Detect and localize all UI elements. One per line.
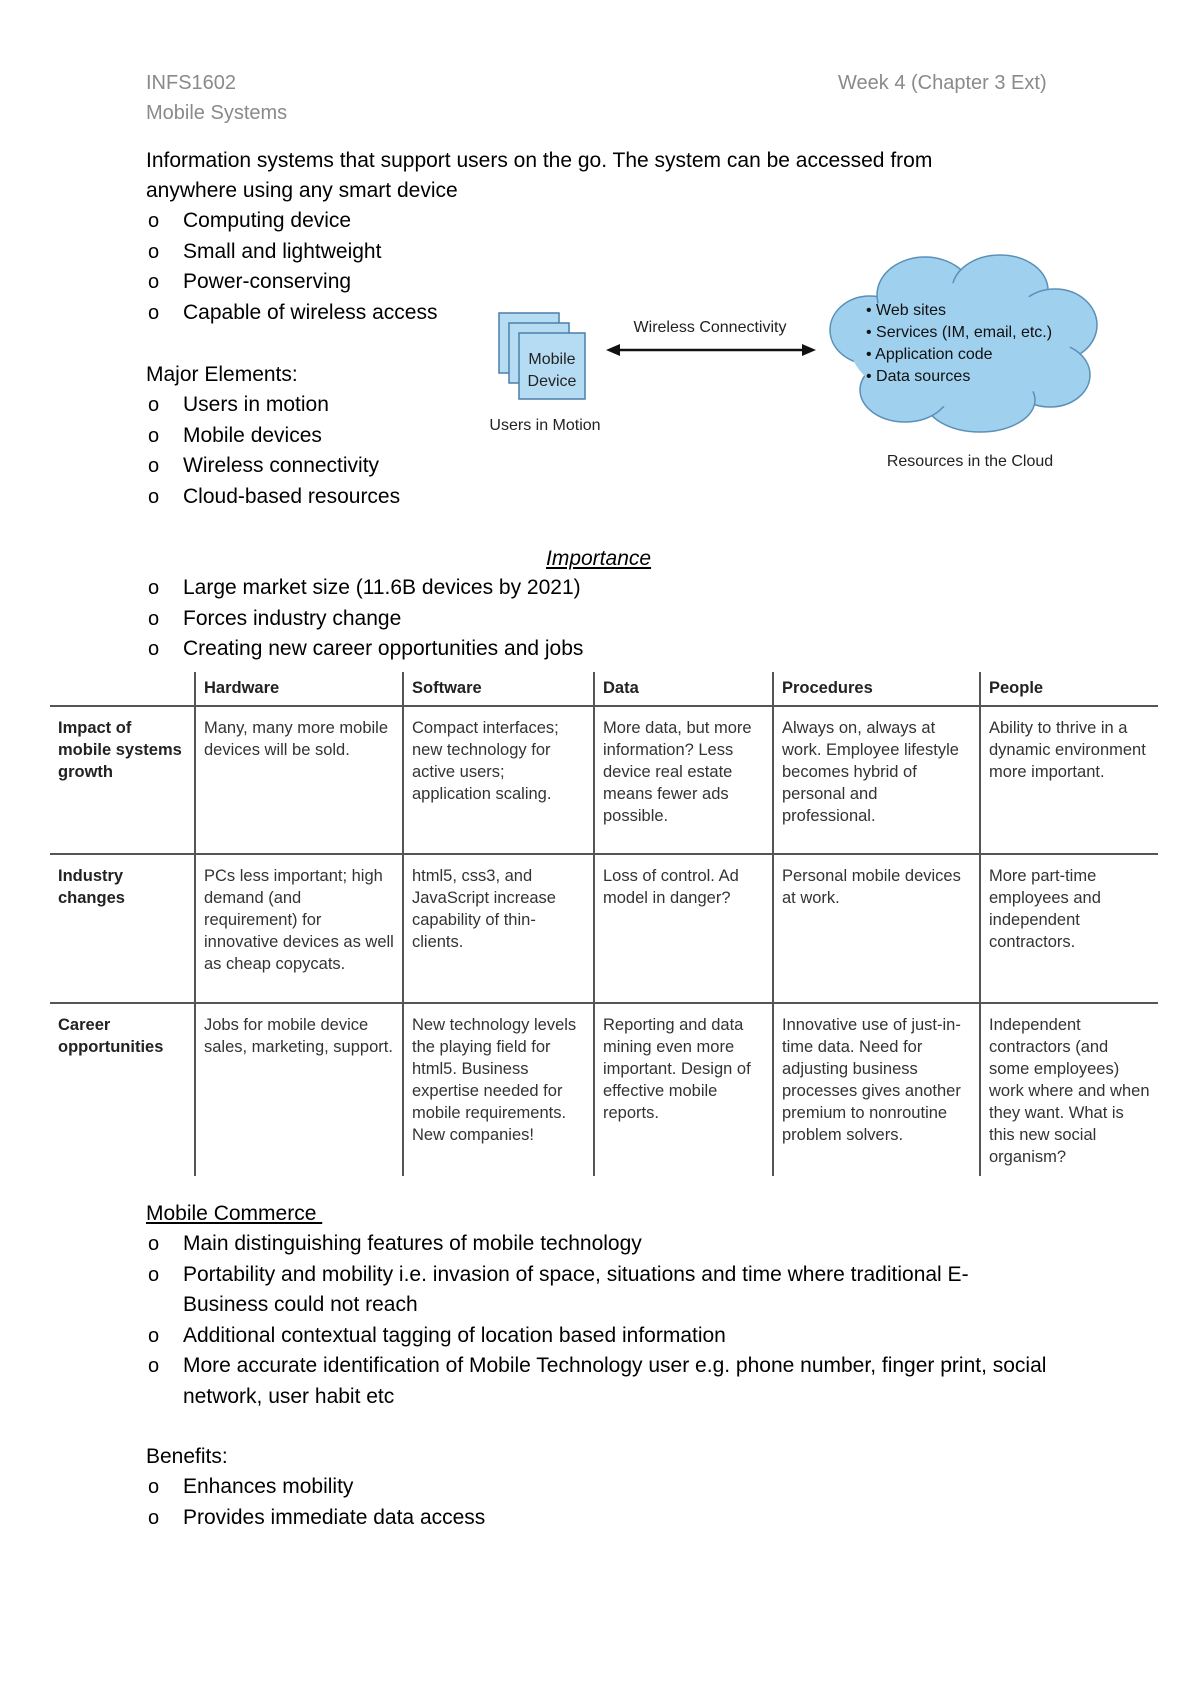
intro-line-1: Information systems that support users on the go. The system can be accessed from bbox=[146, 149, 933, 172]
table-cell: Innovative use of just-in-time data. Need for adjusting business processes gives another premium to nonroutine problem solvers. bbox=[773, 1003, 980, 1176]
importance-title: Importance bbox=[546, 547, 652, 570]
list-item: o Forces industry change bbox=[148, 606, 402, 630]
table-header: Procedures bbox=[773, 672, 980, 706]
week-label: Week 4 (Chapter 3 Ext) bbox=[838, 72, 1047, 94]
list-item: o Additional contextual tagging of location based information bbox=[148, 1323, 726, 1347]
table-cell: Personal mobile devices at work. bbox=[773, 854, 980, 1003]
table-cell: PCs less important; high demand (and requirement) for innovative devices as well as cheap copycats. bbox=[195, 854, 403, 1003]
list-item: o Provides immediate data access bbox=[148, 1505, 486, 1529]
importance-section bbox=[146, 573, 1046, 665]
row-label: Industry changes bbox=[50, 854, 195, 1003]
table-cell: html5, css3, and JavaScript increase capability of thin-clients. bbox=[403, 854, 594, 1003]
table-header-row bbox=[50, 672, 1158, 706]
cloud-icon bbox=[830, 255, 1097, 432]
bullet-glyph: o bbox=[148, 210, 160, 232]
table-cell: Jobs for mobile device sales, marketing, support. bbox=[195, 1003, 403, 1176]
benefits-title: Benefits: bbox=[146, 1445, 228, 1468]
bullet-glyph: o bbox=[148, 271, 160, 293]
table-header: Data bbox=[594, 672, 773, 706]
major-elements-section bbox=[146, 360, 466, 512]
importance-list bbox=[146, 573, 1046, 665]
list-item: o Enhances mobility bbox=[148, 1475, 354, 1498]
list-item: o Computing device bbox=[146, 206, 1046, 237]
major-elements-list bbox=[146, 390, 466, 512]
table-cell: Reporting and data mining even more important. Design of effective mobile reports. bbox=[594, 1003, 773, 1176]
diagram-svg bbox=[470, 235, 1110, 475]
list-item: o Power-conserving bbox=[146, 267, 1046, 298]
mobile-commerce-list bbox=[146, 1229, 1066, 1412]
table-row bbox=[50, 706, 1158, 854]
cloud-item: • Web sites bbox=[866, 302, 946, 319]
topic-title: Mobile Systems bbox=[146, 102, 288, 124]
list-item: o Users in motion bbox=[148, 393, 329, 416]
benefits-list bbox=[146, 1472, 746, 1533]
list-item: o Main distinguishing features of mobile technology bbox=[148, 1232, 642, 1255]
table-row bbox=[50, 1003, 1158, 1176]
wireless-connectivity-label: Wireless Connectivity bbox=[633, 319, 787, 336]
list-item: o Mobile devices bbox=[148, 423, 322, 447]
cloud-item: • Services (IM, email, etc.) bbox=[866, 324, 1053, 341]
list-item: o Creating new career opportunities and jobs bbox=[148, 637, 584, 660]
users-in-motion-caption: Users in Motion bbox=[489, 417, 601, 434]
intro-line-2: anywhere using any smart device bbox=[146, 179, 458, 202]
major-elements-title: Major Elements: bbox=[146, 363, 298, 386]
table-cell: Compact interfaces; new technology for active users; application scaling. bbox=[403, 706, 594, 854]
list-item: o Small and lightweight bbox=[146, 237, 1046, 268]
list-item: o Portability and mobility i.e. invasion of space, situations and time where traditional E-Business could not reach bbox=[148, 1262, 969, 1316]
row-label: Career opportunities bbox=[58, 1016, 164, 1056]
table-cell: Ability to thrive in a dynamic environment more important. bbox=[980, 706, 1158, 854]
table-cell: More part-time employees and independent contractors. bbox=[980, 854, 1158, 1003]
cloud-item: • Application code bbox=[866, 346, 993, 363]
bullet-glyph: o bbox=[148, 301, 160, 324]
list-item: o Large market size (11.6B devices by 2021) bbox=[148, 576, 581, 599]
table-header bbox=[50, 672, 195, 706]
device-label-2: Device bbox=[527, 373, 577, 390]
mobile-commerce-title: Mobile Commerce bbox=[146, 1202, 323, 1225]
mobile-systems-diagram bbox=[470, 235, 1110, 475]
table-header: People bbox=[980, 672, 1158, 706]
double-arrow-icon bbox=[606, 344, 816, 356]
list-item: o Cloud-based resources bbox=[148, 484, 401, 508]
table-cell: Loss of control. Ad model in danger? bbox=[594, 854, 773, 1003]
table-cell: Many, many more mobile devices will be sold. bbox=[195, 706, 403, 854]
impact-table bbox=[50, 672, 1158, 1176]
bullet-glyph: o bbox=[148, 240, 160, 263]
row-label: Impact of mobile systems growth bbox=[50, 706, 195, 854]
mobile-commerce-section bbox=[146, 1199, 1066, 1412]
table-header: Hardware bbox=[195, 672, 403, 706]
course-code: INFS1602 bbox=[146, 72, 237, 94]
cloud-item: • Data sources bbox=[866, 368, 971, 385]
device-label-1: Mobile bbox=[528, 351, 576, 368]
list-item: o Wireless connectivity bbox=[148, 454, 380, 477]
table-cell: More data, but more information? Less device real estate means fewer ads possible. bbox=[594, 706, 773, 854]
resources-in-cloud-caption: Resources in the Cloud bbox=[886, 453, 1054, 470]
list-item: o Capable of wireless access bbox=[146, 298, 1046, 329]
list-item: o More accurate identification of Mobile Technology user e.g. phone number, finger print, social network, user habit etc bbox=[148, 1354, 1047, 1408]
table-header: Software bbox=[403, 672, 594, 706]
benefits-section bbox=[146, 1442, 746, 1533]
table-row bbox=[50, 854, 1158, 1003]
table-cell: Independent contractors (and some employees) work where and when they want. What is this new social organism? bbox=[980, 1003, 1158, 1176]
table-cell: New technology levels the playing field for html5. Business expertise needed for mobile requirements. New companies! bbox=[403, 1003, 594, 1176]
table-cell: Always on, always at work. Employee lifestyle becomes hybrid of personal and professional. bbox=[773, 706, 980, 854]
